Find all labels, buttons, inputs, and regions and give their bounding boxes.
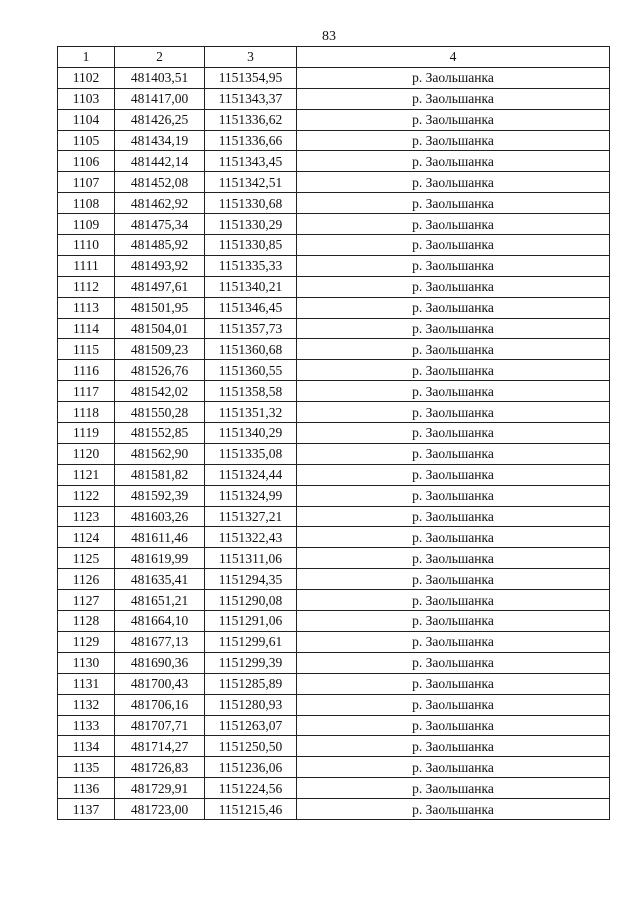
table-row [58,109,610,130]
y-coordinate-cell: 1151322,43 [205,527,297,548]
y-coordinate-cell: 1151299,39 [205,652,297,673]
y-coordinate-cell: 1151343,37 [205,88,297,109]
x-coordinate-cell: 481462,92 [115,193,205,214]
description-cell: р. Заольшанка [297,485,610,506]
description-cell: р. Заольшанка [297,318,610,339]
description-cell: р. Заольшанка [297,569,610,590]
table-row [58,214,610,235]
y-coordinate-cell: 1151360,55 [205,360,297,381]
table-row [58,652,610,673]
table-row [58,778,610,799]
x-coordinate-cell: 481434,19 [115,130,205,151]
point-number-cell: 1115 [58,339,115,360]
point-number-cell: 1114 [58,318,115,339]
description-cell: р. Заольшанка [297,715,610,736]
point-number-cell: 1125 [58,548,115,569]
point-number-cell: 1105 [58,130,115,151]
x-coordinate-cell: 481707,71 [115,715,205,736]
y-coordinate-cell: 1151263,07 [205,715,297,736]
description-cell: р. Заольшанка [297,652,610,673]
y-coordinate-cell: 1151360,68 [205,339,297,360]
x-coordinate-cell: 481504,01 [115,318,205,339]
point-number-cell: 1133 [58,715,115,736]
description-cell: р. Заольшанка [297,214,610,235]
y-coordinate-cell: 1151336,66 [205,130,297,151]
table-row [58,757,610,778]
table-row [58,151,610,172]
point-number-cell: 1129 [58,631,115,652]
x-coordinate-cell: 481635,41 [115,569,205,590]
x-coordinate-cell: 481542,02 [115,381,205,402]
description-cell: р. Заольшанка [297,757,610,778]
x-coordinate-cell: 481714,27 [115,736,205,757]
description-cell: р. Заольшанка [297,381,610,402]
description-cell: р. Заольшанка [297,297,610,318]
table-row [58,402,610,423]
table-row [58,255,610,276]
y-coordinate-cell: 1151280,93 [205,694,297,715]
x-coordinate-cell: 481497,61 [115,276,205,297]
table-row [58,569,610,590]
description-cell: р. Заольшанка [297,631,610,652]
description-cell: р. Заольшанка [297,235,610,256]
description-cell: р. Заольшанка [297,527,610,548]
y-coordinate-cell: 1151342,51 [205,172,297,193]
description-cell: р. Заольшанка [297,778,610,799]
column-header-1: 1 [58,47,115,68]
y-coordinate-cell: 1151311,06 [205,548,297,569]
table-row [58,631,610,652]
description-cell: р. Заольшанка [297,464,610,485]
point-number-cell: 1113 [58,297,115,318]
y-coordinate-cell: 1151330,68 [205,193,297,214]
table-row [58,485,610,506]
point-number-cell: 1122 [58,485,115,506]
description-cell: р. Заольшанка [297,611,610,632]
table-body [58,67,610,819]
x-coordinate-cell: 481552,85 [115,423,205,444]
x-coordinate-cell: 481562,90 [115,443,205,464]
x-coordinate-cell: 481726,83 [115,757,205,778]
description-cell: р. Заольшанка [297,736,610,757]
point-number-cell: 1112 [58,276,115,297]
description-cell: р. Заольшанка [297,193,610,214]
point-number-cell: 1109 [58,214,115,235]
y-coordinate-cell: 1151290,08 [205,590,297,611]
x-coordinate-cell: 481611,46 [115,527,205,548]
description-cell: р. Заольшанка [297,339,610,360]
column-header-3: 3 [205,47,297,68]
table-row [58,172,610,193]
table-row [58,464,610,485]
table-row [58,506,610,527]
table-row [58,360,610,381]
x-coordinate-cell: 481729,91 [115,778,205,799]
point-number-cell: 1124 [58,527,115,548]
y-coordinate-cell: 1151327,21 [205,506,297,527]
description-cell: р. Заольшанка [297,402,610,423]
table-row [58,611,610,632]
y-coordinate-cell: 1151215,46 [205,799,297,820]
y-coordinate-cell: 1151330,85 [205,235,297,256]
y-coordinate-cell: 1151340,21 [205,276,297,297]
y-coordinate-cell: 1151335,08 [205,443,297,464]
y-coordinate-cell: 1151291,06 [205,611,297,632]
point-number-cell: 1102 [58,67,115,88]
x-coordinate-cell: 481723,00 [115,799,205,820]
description-cell: р. Заольшанка [297,67,610,88]
x-coordinate-cell: 481485,92 [115,235,205,256]
point-number-cell: 1118 [58,402,115,423]
point-number-cell: 1106 [58,151,115,172]
description-cell: р. Заольшанка [297,590,610,611]
table-row [58,67,610,88]
table-row [58,548,610,569]
x-coordinate-cell: 481526,76 [115,360,205,381]
coordinates-table [57,46,610,820]
y-coordinate-cell: 1151330,29 [205,214,297,235]
description-cell: р. Заольшанка [297,694,610,715]
point-number-cell: 1119 [58,423,115,444]
description-cell: р. Заольшанка [297,443,610,464]
table-row [58,527,610,548]
table-header-row [58,47,610,68]
y-coordinate-cell: 1151250,50 [205,736,297,757]
description-cell: р. Заольшанка [297,172,610,193]
table-row [58,799,610,820]
point-number-cell: 1108 [58,193,115,214]
description-cell: р. Заольшанка [297,109,610,130]
table-row [58,381,610,402]
y-coordinate-cell: 1151324,99 [205,485,297,506]
y-coordinate-cell: 1151224,56 [205,778,297,799]
y-coordinate-cell: 1151336,62 [205,109,297,130]
table-row [58,193,610,214]
table-row [58,423,610,444]
x-coordinate-cell: 481592,39 [115,485,205,506]
table-row [58,235,610,256]
point-number-cell: 1136 [58,778,115,799]
table-row [58,318,610,339]
point-number-cell: 1126 [58,569,115,590]
x-coordinate-cell: 481403,51 [115,67,205,88]
description-cell: р. Заольшанка [297,151,610,172]
x-coordinate-cell: 481706,16 [115,694,205,715]
y-coordinate-cell: 1151357,73 [205,318,297,339]
point-number-cell: 1123 [58,506,115,527]
point-number-cell: 1130 [58,652,115,673]
point-number-cell: 1104 [58,109,115,130]
x-coordinate-cell: 481651,21 [115,590,205,611]
description-cell: р. Заольшанка [297,88,610,109]
table-row [58,339,610,360]
point-number-cell: 1127 [58,590,115,611]
point-number-cell: 1128 [58,611,115,632]
y-coordinate-cell: 1151299,61 [205,631,297,652]
x-coordinate-cell: 481581,82 [115,464,205,485]
description-cell: р. Заольшанка [297,360,610,381]
y-coordinate-cell: 1151354,95 [205,67,297,88]
x-coordinate-cell: 481603,26 [115,506,205,527]
column-header-2: 2 [115,47,205,68]
point-number-cell: 1116 [58,360,115,381]
y-coordinate-cell: 1151358,58 [205,381,297,402]
page-number: 83 [322,29,336,44]
description-cell: р. Заольшанка [297,799,610,820]
x-coordinate-cell: 481501,95 [115,297,205,318]
table-row [58,590,610,611]
point-number-cell: 1135 [58,757,115,778]
x-coordinate-cell: 481417,00 [115,88,205,109]
x-coordinate-cell: 481664,10 [115,611,205,632]
point-number-cell: 1121 [58,464,115,485]
y-coordinate-cell: 1151236,06 [205,757,297,778]
table-row [58,276,610,297]
x-coordinate-cell: 481426,25 [115,109,205,130]
description-cell: р. Заольшанка [297,673,610,694]
table-row [58,88,610,109]
x-coordinate-cell: 481509,23 [115,339,205,360]
y-coordinate-cell: 1151285,89 [205,673,297,694]
y-coordinate-cell: 1151335,33 [205,255,297,276]
table-row [58,694,610,715]
description-cell: р. Заольшанка [297,130,610,151]
x-coordinate-cell: 481619,99 [115,548,205,569]
point-number-cell: 1132 [58,694,115,715]
description-cell: р. Заольшанка [297,276,610,297]
point-number-cell: 1111 [58,255,115,276]
table-row [58,130,610,151]
point-number-cell: 1103 [58,88,115,109]
y-coordinate-cell: 1151343,45 [205,151,297,172]
point-number-cell: 1120 [58,443,115,464]
column-header-4: 4 [297,47,610,68]
description-cell: р. Заольшанка [297,423,610,444]
description-cell: р. Заольшанка [297,506,610,527]
table-row [58,443,610,464]
description-cell: р. Заольшанка [297,548,610,569]
description-cell: р. Заольшанка [297,255,610,276]
y-coordinate-cell: 1151294,35 [205,569,297,590]
x-coordinate-cell: 481452,08 [115,172,205,193]
x-coordinate-cell: 481550,28 [115,402,205,423]
y-coordinate-cell: 1151340,29 [205,423,297,444]
point-number-cell: 1137 [58,799,115,820]
table-row [58,297,610,318]
table-row [58,736,610,757]
point-number-cell: 1107 [58,172,115,193]
point-number-cell: 1110 [58,235,115,256]
x-coordinate-cell: 481700,43 [115,673,205,694]
x-coordinate-cell: 481475,34 [115,214,205,235]
point-number-cell: 1134 [58,736,115,757]
x-coordinate-cell: 481442,14 [115,151,205,172]
y-coordinate-cell: 1151346,45 [205,297,297,318]
x-coordinate-cell: 481493,92 [115,255,205,276]
y-coordinate-cell: 1151351,32 [205,402,297,423]
y-coordinate-cell: 1151324,44 [205,464,297,485]
x-coordinate-cell: 481677,13 [115,631,205,652]
x-coordinate-cell: 481690,36 [115,652,205,673]
table-row [58,715,610,736]
point-number-cell: 1131 [58,673,115,694]
point-number-cell: 1117 [58,381,115,402]
table-row [58,673,610,694]
